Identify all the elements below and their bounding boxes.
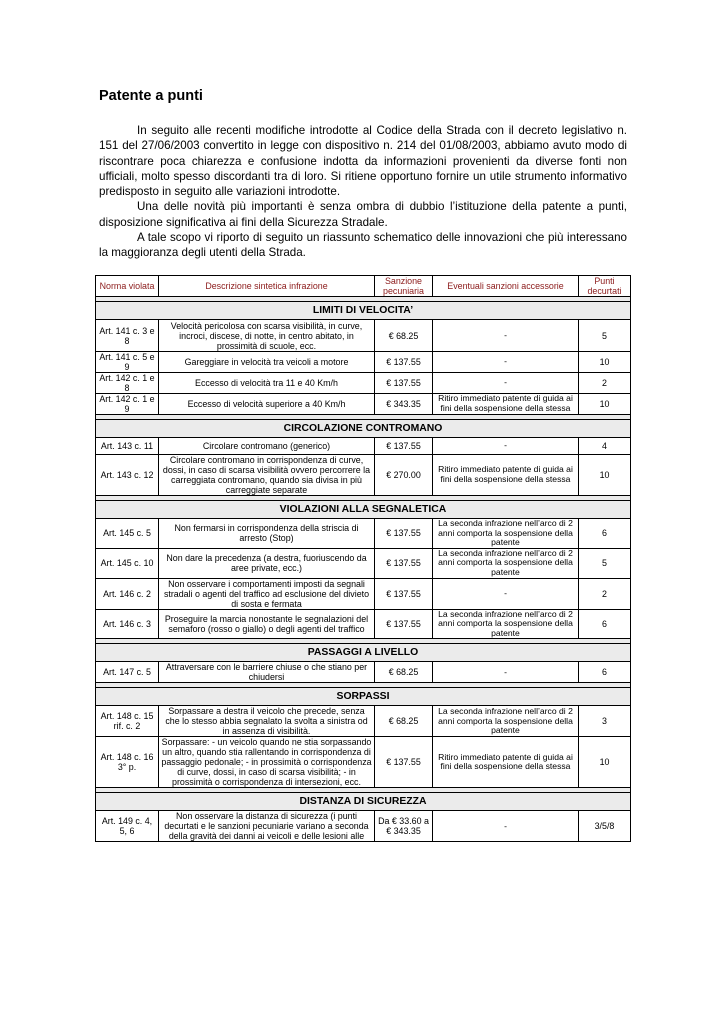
section-header-row xyxy=(96,302,631,320)
cell-description: Eccesso di velocità superiore a 40 Km/h xyxy=(159,394,375,415)
table-row xyxy=(96,578,631,609)
cell-accessory-sanctions: - xyxy=(433,320,579,352)
section-title: DISTANZA DI SICUREZZA xyxy=(96,793,631,811)
cell-fine: € 137.55 xyxy=(375,737,433,788)
table-row xyxy=(96,320,631,352)
cell-points: 3 xyxy=(579,706,631,737)
cell-points: 3/5/8 xyxy=(579,811,631,842)
cell-points: 2 xyxy=(579,373,631,394)
cell-description: Sorpassare: - un veicolo quando ne stia sorpassando un altro, quando stia rallentando in corrispondenza di passaggio pedonale; - in prossimità o corrispondenza di curve, dossi, in caso di scarsa visibilità; - in prossimità o corrispondenza di intersezioni, ecc. xyxy=(159,737,375,788)
header-norma: Norma violata xyxy=(96,276,159,297)
cell-accessory-sanctions: - xyxy=(433,373,579,394)
cell-fine: € 137.55 xyxy=(375,578,433,609)
header-descrizione: Descrizione sintetica infrazione xyxy=(159,276,375,297)
cell-accessory-sanctions: - xyxy=(433,811,579,842)
section-title: PASSAGGI A LIVELLO xyxy=(96,644,631,662)
cell-points: 5 xyxy=(579,548,631,578)
table-row xyxy=(96,519,631,549)
cell-description: Proseguire la marcia nonostante le segnalazioni del semaforo (rosso o giallo) o degli agenti del traffico xyxy=(159,609,375,639)
cell-accessory-sanctions: Ritiro immediato patente di guida ai fini della sospensione della stessa xyxy=(433,394,579,415)
table-row xyxy=(96,662,631,683)
section-header-row xyxy=(96,688,631,706)
cell-accessory-sanctions: - xyxy=(433,578,579,609)
cell-description: Eccesso di velocità tra 11 e 40 Km/h xyxy=(159,373,375,394)
cell-fine: Da € 33.60 a € 343.35 xyxy=(375,811,433,842)
cell-accessory-sanctions: La seconda infrazione nell’arco di 2 anni comporta la sospensione della patente xyxy=(433,548,579,578)
cell-description: Attraversare con le barriere chiuse o che stiano per chiudersi xyxy=(159,662,375,683)
cell-points: 4 xyxy=(579,438,631,455)
page-title: Patente a punti xyxy=(99,88,203,104)
cell-points: 2 xyxy=(579,578,631,609)
cell-fine: € 137.55 xyxy=(375,548,433,578)
cell-article: Art. 142 c. 1 e 9 xyxy=(96,394,159,415)
cell-points: 10 xyxy=(579,352,631,373)
cell-article: Art. 141 c. 3 e 8 xyxy=(96,320,159,352)
cell-points: 10 xyxy=(579,394,631,415)
cell-accessory-sanctions: La seconda infrazione nell’arco di 2 anni comporta la sospensione della patente xyxy=(433,706,579,737)
cell-fine: € 137.55 xyxy=(375,519,433,549)
cell-article: Art. 146 c. 3 xyxy=(96,609,159,639)
cell-description: Gareggiare in velocità tra veicoli a motore xyxy=(159,352,375,373)
cell-description: Sorpassare a destra il veicolo che precede, senza che lo stesso abbia segnalato la svolta a sinistra od in assenza di visibilità. xyxy=(159,706,375,737)
intro-paragraph: Una delle novità più importanti è senza ombra di dubbio l’istituzione della patente a punti, disposizione significativa ai fini della Sicurezza Stradale. xyxy=(99,200,627,229)
section-header-row xyxy=(96,420,631,438)
intro-paragraph: In seguito alle recenti modifiche introdotte al Codice della Strada con il decreto legislativo n. 151 del 27/06/2003 convertito in legge con dispositivo n. 214 del 01/08/2003, abbiamo avuto modo di riscontrare poca chiarezza e confusione indotta da informazioni provenienti da diverse fonti non ufficiali, molto spesso discordanti tra di loro. Si ritiene opportuno fornire un utile strumento informativo predisposto in seguito alle variazioni introdotte. xyxy=(99,124,627,199)
cell-points: 5 xyxy=(579,320,631,352)
cell-fine: € 68.25 xyxy=(375,662,433,683)
cell-fine: € 68.25 xyxy=(375,706,433,737)
cell-fine: € 137.55 xyxy=(375,438,433,455)
table-row xyxy=(96,737,631,788)
cell-fine: € 343.35 xyxy=(375,394,433,415)
intro-paragraph: A tale scopo vi riporto di seguito un riassunto schematico delle innovazioni che più interessano la maggioranza degli utenti della Strada. xyxy=(99,231,627,260)
table-row xyxy=(96,352,631,373)
table-row xyxy=(96,455,631,496)
cell-accessory-sanctions: Ritiro immediato patente di guida ai fini della sospensione della stessa xyxy=(433,737,579,788)
table-row xyxy=(96,548,631,578)
cell-description: Velocità pericolosa con scarsa visibilità, in curve, incroci, discese, di notte, in centro abitato, in prossimità di scuole, ecc. xyxy=(159,320,375,352)
cell-article: Art. 146 c. 2 xyxy=(96,578,159,609)
cell-article: Art. 145 c. 10 xyxy=(96,548,159,578)
infractions-table xyxy=(95,275,631,842)
cell-description: Non osservare i comportamenti imposti da segnali stradali o agenti del traffico ad esclusione del divieto di sosta e fermata xyxy=(159,578,375,609)
table-row xyxy=(96,438,631,455)
cell-description: Non dare la precedenza (a destra, fuoriuscendo da aree private, ecc.) xyxy=(159,548,375,578)
table-row xyxy=(96,609,631,639)
cell-points: 6 xyxy=(579,609,631,639)
cell-points: 10 xyxy=(579,737,631,788)
table-row xyxy=(96,373,631,394)
cell-article: Art. 148 c. 16 3° p. xyxy=(96,737,159,788)
header-accessorie: Eventuali sanzioni accessorie xyxy=(433,276,579,297)
cell-article: Art. 149 c. 4, 5, 6 xyxy=(96,811,159,842)
cell-description: Non fermarsi in corrispondenza della striscia di arresto (Stop) xyxy=(159,519,375,549)
cell-fine: € 137.55 xyxy=(375,609,433,639)
cell-article: Art. 141 c. 5 e 9 xyxy=(96,352,159,373)
table-row xyxy=(96,706,631,737)
cell-description: Non osservare la distanza di sicurezza (i punti decurtati e le sanzioni pecuniarie variano a seconda della gravità dei danni ai veicoli e delle lesioni alle xyxy=(159,811,375,842)
cell-fine: € 68.25 xyxy=(375,320,433,352)
cell-points: 6 xyxy=(579,519,631,549)
section-title: SORPASSI xyxy=(96,688,631,706)
section-title: VIOLAZIONI ALLA SEGNALETICA xyxy=(96,501,631,519)
cell-article: Art. 143 c. 11 xyxy=(96,438,159,455)
header-sanzione: Sanzione pecuniaria xyxy=(375,276,433,297)
section-title: LIMITI DI VELOCITA’ xyxy=(96,302,631,320)
cell-points: 10 xyxy=(579,455,631,496)
section-header-row xyxy=(96,793,631,811)
cell-description: Circolare contromano (generico) xyxy=(159,438,375,455)
cell-accessory-sanctions: Ritiro immediato patente di guida ai fini della sospensione della stessa xyxy=(433,455,579,496)
table-row xyxy=(96,811,631,842)
cell-article: Art. 142 c. 1 e 8 xyxy=(96,373,159,394)
cell-article: Art. 145 c. 5 xyxy=(96,519,159,549)
cell-accessory-sanctions: La seconda infrazione nell’arco di 2 anni comporta la sospensione della patente xyxy=(433,519,579,549)
section-header-row xyxy=(96,644,631,662)
cell-accessory-sanctions: - xyxy=(433,352,579,373)
section-header-row xyxy=(96,501,631,519)
cell-article: Art. 147 c. 5 xyxy=(96,662,159,683)
table-body xyxy=(96,297,631,842)
section-title: CIRCOLAZIONE CONTROMANO xyxy=(96,420,631,438)
intro-text xyxy=(99,123,627,261)
cell-description: Circolare contromano in corrispondenza di curve, dossi, in caso di scarsa visibilità ovvero percorrere la carreggiata contromano, quando sia divisa in più carreggiate separate xyxy=(159,455,375,496)
cell-article: Art. 148 c. 15 rif. c. 2 xyxy=(96,706,159,737)
table-row xyxy=(96,394,631,415)
cell-accessory-sanctions: - xyxy=(433,438,579,455)
cell-fine: € 137.55 xyxy=(375,373,433,394)
cell-points: 6 xyxy=(579,662,631,683)
cell-accessory-sanctions: La seconda infrazione nell’arco di 2 anni comporta la sospensione della patente xyxy=(433,609,579,639)
cell-accessory-sanctions: - xyxy=(433,662,579,683)
header-punti: Punti decurtati xyxy=(579,276,631,297)
cell-fine: € 137.55 xyxy=(375,352,433,373)
cell-article: Art. 143 c. 12 xyxy=(96,455,159,496)
cell-fine: € 270.00 xyxy=(375,455,433,496)
